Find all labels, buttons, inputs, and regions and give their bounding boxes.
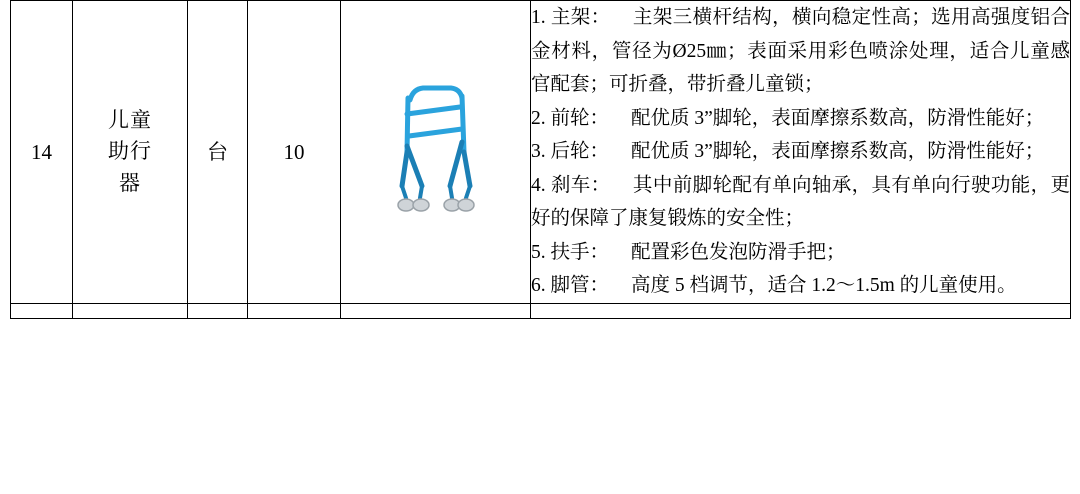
description-label-3: 3. 后轮：	[531, 141, 610, 163]
description-item-1	[531, 1, 1070, 102]
cell-unit: 台	[188, 1, 248, 304]
cell-product-name-next	[73, 303, 188, 318]
cell-description	[531, 1, 1071, 304]
description-item-4	[531, 169, 1070, 236]
description-text-3: 配优质 3”脚轮，表面摩擦系数高，防滑性能好；	[631, 141, 1045, 163]
cell-product-image	[341, 1, 531, 304]
description-label-5: 5. 扶手：	[531, 241, 610, 263]
cell-product-image-next	[341, 303, 531, 318]
description-item-2	[531, 102, 1070, 136]
cell-product-name	[73, 1, 188, 304]
table-row-next-partial	[11, 303, 1071, 318]
children-walker-icon	[376, 74, 496, 224]
cell-quantity-next	[248, 303, 341, 318]
cell-index: 14	[11, 1, 73, 304]
description-label-1: 1. 主架：	[531, 7, 611, 28]
cell-description-next	[531, 303, 1071, 318]
description-text-1: 主架三横杆结构，横向稳定性高；选用高强度铝合金材料，管径为Ø25㎜；表面采用彩色喷涂处理，适合儿童感官配套；可折叠，带折叠儿童锁；	[531, 7, 1070, 96]
specification-table	[10, 0, 1071, 319]
cell-unit-next	[188, 303, 248, 318]
description-item-6	[531, 269, 1070, 303]
description-label-2: 2. 前轮：	[531, 107, 610, 129]
description-text-4: 其中前脚轮配有单向轴承，具有单向行驶功能，更好的保障了康复锻炼的安全性；	[531, 174, 1070, 230]
product-name-line-2: 助行	[108, 139, 152, 164]
description-text-6: 高度 5 档调节，适合 1.2～1.5m 的儿童使用。	[631, 275, 1017, 297]
description-label-6: 6. 脚管：	[531, 275, 610, 297]
description-item-3	[531, 135, 1070, 169]
description-text-2: 配优质 3”脚轮，表面摩擦系数高，防滑性能好；	[631, 107, 1045, 129]
description-label-4: 4. 刹车：	[531, 174, 611, 196]
description-text-5: 配置彩色发泡防滑手把；	[631, 241, 846, 263]
cell-index-next	[11, 303, 73, 318]
cell-quantity: 10	[248, 1, 341, 304]
description-item-5	[531, 236, 1070, 270]
product-name-line-1: 儿童	[108, 107, 152, 132]
product-name-line-3: 器	[119, 170, 141, 195]
table-row	[11, 1, 1071, 304]
